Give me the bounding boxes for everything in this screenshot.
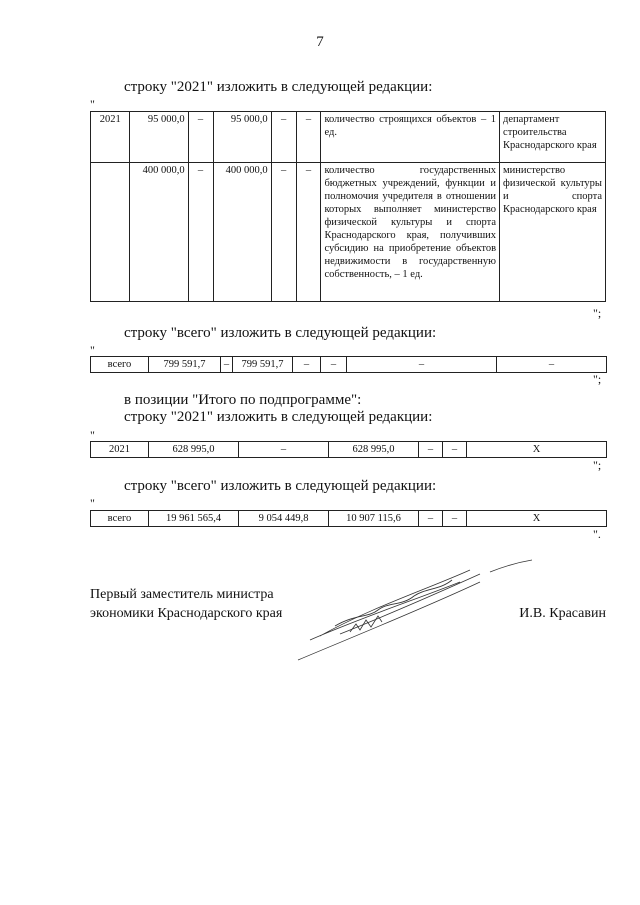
section3-instruction: строку "2021" изложить в следующей редакции: bbox=[124, 409, 433, 425]
year-cell: 2021 bbox=[91, 112, 130, 163]
cell: – bbox=[296, 112, 321, 163]
cell: – bbox=[419, 442, 443, 458]
total-cell: 19 961 565,4 bbox=[149, 511, 239, 527]
section4-instruction: строку "всего" изложить в следующей редакции: bbox=[124, 478, 437, 494]
cell: – bbox=[443, 442, 467, 458]
total-cell: 799 591,7 bbox=[149, 357, 221, 373]
cell: – bbox=[221, 357, 233, 373]
section3-table bbox=[90, 441, 607, 458]
position-line-2: экономики Краснодарского края bbox=[90, 606, 283, 621]
table-row bbox=[91, 511, 607, 527]
executor-cell: министерство физической культуры и спорта Краснодарского края bbox=[500, 163, 606, 302]
handwritten-signature bbox=[280, 548, 540, 668]
total-cell: 628 995,0 bbox=[149, 442, 239, 458]
label-cell: всего bbox=[91, 357, 149, 373]
section3-heading: в позиции "Итого по подпрограмме": bbox=[124, 392, 362, 408]
table-row bbox=[91, 442, 607, 458]
signatory-name: И.В. Красавин bbox=[519, 606, 606, 621]
indicator-cell: – bbox=[347, 357, 497, 373]
executor-cell: департамент строительства Краснодарского края bbox=[500, 112, 606, 163]
cell: – bbox=[296, 163, 321, 302]
section4-close-quote: ". bbox=[593, 527, 601, 541]
executor-cell: Х bbox=[467, 442, 607, 458]
cell: – bbox=[321, 357, 347, 373]
executor-cell: Х bbox=[467, 511, 607, 527]
table-row bbox=[91, 163, 606, 302]
indicator-cell: количество строящихся объектов – 1 ед. bbox=[321, 112, 500, 163]
cell: 95 000,0 bbox=[213, 112, 271, 163]
cell: 400 000,0 bbox=[213, 163, 271, 302]
label-cell: 2021 bbox=[91, 442, 149, 458]
label-cell: всего bbox=[91, 511, 149, 527]
signatory-position bbox=[90, 585, 282, 623]
year-cell bbox=[91, 163, 130, 302]
section2-instruction: строку "всего" изложить в следующей редакции: bbox=[124, 325, 437, 341]
cell: – bbox=[271, 112, 296, 163]
table-row bbox=[91, 112, 606, 163]
cell: – bbox=[443, 511, 467, 527]
position-line-1: Первый заместитель министра bbox=[90, 587, 274, 602]
cell: – bbox=[188, 163, 213, 302]
section1-instruction: строку "2021" изложить в следующей редакции: bbox=[124, 79, 433, 95]
cell: – bbox=[419, 511, 443, 527]
cell: – bbox=[239, 442, 329, 458]
cell: 9 054 449,8 bbox=[239, 511, 329, 527]
section1-open-quote: " bbox=[90, 97, 95, 111]
table-row bbox=[91, 357, 607, 373]
cell: – bbox=[293, 357, 321, 373]
section1-close-quote: "; bbox=[593, 306, 602, 320]
section3-open-quote: " bbox=[90, 428, 95, 442]
cell: – bbox=[271, 163, 296, 302]
total-cell: 95 000,0 bbox=[130, 112, 188, 163]
section2-close-quote: "; bbox=[593, 372, 602, 386]
page-number: 7 bbox=[316, 34, 324, 50]
section4-table bbox=[90, 510, 607, 527]
section4-open-quote: " bbox=[90, 496, 95, 510]
executor-cell: – bbox=[497, 357, 607, 373]
cell: – bbox=[188, 112, 213, 163]
cell: 628 995,0 bbox=[329, 442, 419, 458]
section2-open-quote: " bbox=[90, 343, 95, 357]
indicator-cell: количество государственных бюджетных учреждений, функции и полномочия учредителя в отношении которых выполняет министерство физической культуры и спорта Краснодарского края, получивших субсидию на приобретение объектов недвижимости в государственную собственность, – 1 ед. bbox=[321, 163, 500, 302]
section1-table bbox=[90, 111, 606, 302]
section3-close-quote: "; bbox=[593, 458, 602, 472]
total-cell: 400 000,0 bbox=[130, 163, 188, 302]
section2-table bbox=[90, 356, 607, 373]
cell: 10 907 115,6 bbox=[329, 511, 419, 527]
cell: 799 591,7 bbox=[233, 357, 293, 373]
